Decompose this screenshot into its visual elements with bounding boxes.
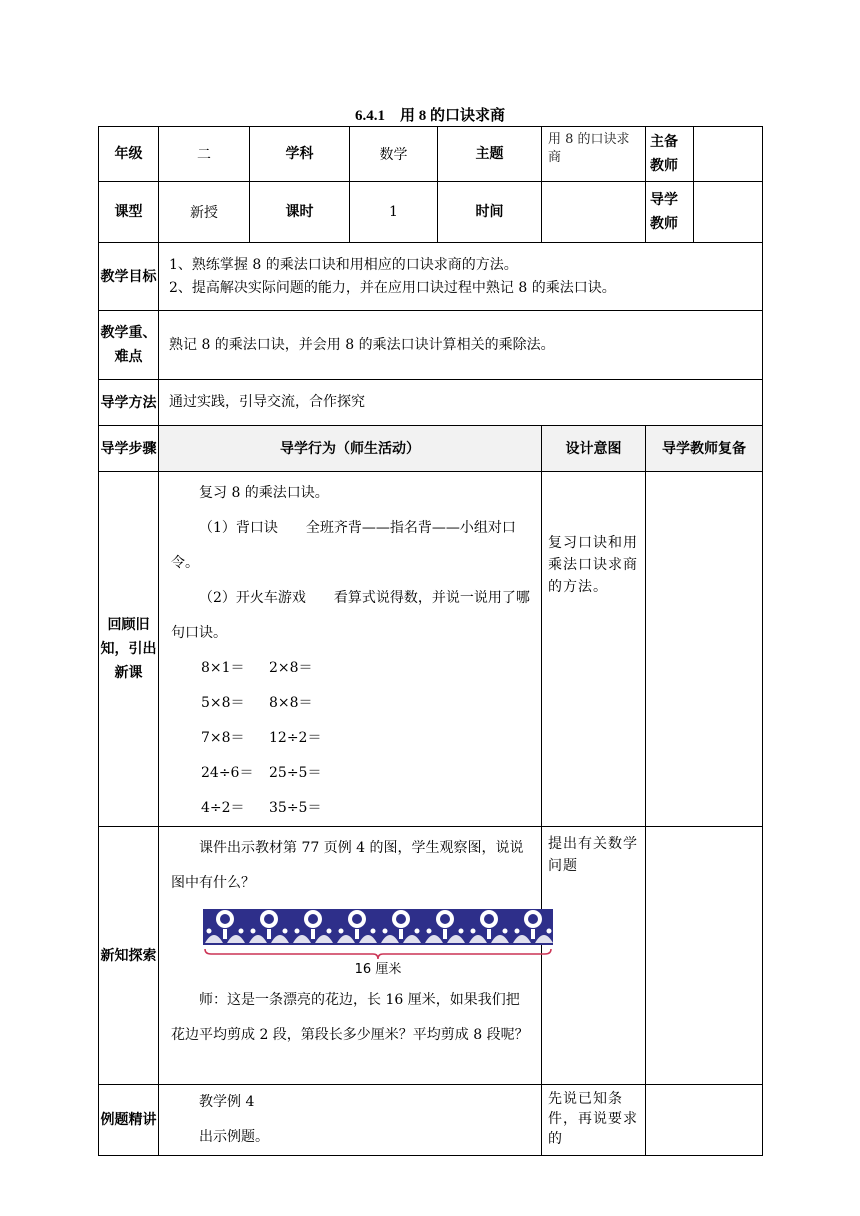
- equation: 35÷5＝: [269, 800, 322, 816]
- equation-row: [171, 756, 533, 791]
- equation: 8×8＝: [269, 695, 313, 711]
- equation-row: [171, 721, 533, 756]
- explore-intent: 提出有关数学问题: [542, 827, 646, 1085]
- review-intent: 复习口诀和用乘法口诀求商的方法。: [542, 472, 646, 827]
- period-label: 课时: [250, 182, 350, 243]
- example-line: 出示例题。: [199, 1129, 269, 1145]
- equation-row: [171, 791, 533, 826]
- review-line: （2）开火车游戏 看算式说得数，并说一说用了哪句口诀。: [171, 590, 530, 641]
- lead-teacher-value: [694, 127, 763, 182]
- goals-content: [159, 243, 763, 311]
- equation-row: [171, 686, 533, 721]
- ribbon-length-label: 16 厘米: [354, 962, 402, 977]
- example-notes: [646, 1085, 763, 1156]
- review-line: （1）背口诀 全班齐背——指名背——小组对口令。: [171, 520, 516, 571]
- example-section-label: 例题精讲: [99, 1085, 159, 1156]
- equation: 7×8＝: [201, 730, 245, 746]
- method-text: 通过实践，引导交流，合作探究: [159, 380, 763, 426]
- guide-teacher-label: 导学教师: [646, 182, 694, 243]
- equation: 4÷2＝: [201, 800, 245, 816]
- example-line: 教学例 4: [199, 1094, 255, 1110]
- goals-label: 教学目标: [99, 243, 159, 311]
- explore-content: [159, 827, 542, 1085]
- explore-notes: [646, 827, 763, 1085]
- subject-value: 数学: [350, 127, 438, 182]
- review-section-label: 回顾旧知，引出新课: [99, 472, 159, 827]
- goal-item: 1、熟练掌握 8 的乘法口诀和用相应的口诀求商的方法。: [169, 256, 518, 273]
- review-line: 复习 8 的乘法口诀。: [199, 485, 329, 501]
- equation: 8×1＝: [201, 660, 245, 676]
- steps-label: 导学步骤: [99, 426, 159, 472]
- time-label: 时间: [438, 182, 542, 243]
- lesson-plan-table: [98, 126, 763, 1156]
- example-content: [159, 1085, 542, 1156]
- keypoints-label: 教学重、难点: [99, 311, 159, 380]
- equation: 12÷2＝: [269, 730, 322, 746]
- equation-list: [171, 651, 533, 826]
- equation: 25÷5＝: [269, 765, 322, 781]
- equation: 5×8＝: [201, 695, 245, 711]
- review-notes: [646, 472, 763, 827]
- type-value: 新授: [159, 182, 250, 243]
- grade-value: 二: [159, 127, 250, 182]
- example-intent: 先说已知条件，再说要求的: [542, 1085, 646, 1156]
- explore-section-label: 新知探索: [99, 827, 159, 1085]
- page-title: 6.4.1 用 8 的口诀求商: [354, 108, 505, 124]
- subject-label: 学科: [250, 127, 350, 182]
- lace-ribbon-image: [203, 909, 555, 979]
- period-value: 1: [350, 182, 438, 243]
- equation-row: [171, 651, 533, 686]
- type-label: 课型: [99, 182, 159, 243]
- review-content: [159, 472, 542, 827]
- equation: 2×8＝: [269, 660, 313, 676]
- topic-label: 主题: [438, 127, 542, 182]
- goal-item: 2、提高解决实际问题的能力，并在应用口诀过程中熟记 8 的乘法口诀。: [169, 279, 616, 296]
- explore-line: 课件出示教材第 77 页例 4 的图，学生观察图，说说图中有什么？: [171, 840, 524, 891]
- explore-line: 师：这是一条漂亮的花边，长 16 厘米，如果我们把花边平均剪成 2 段，第段长多少厘米？平均剪成 8 段呢？: [171, 992, 529, 1043]
- method-label: 导学方法: [99, 380, 159, 426]
- equation: 24÷6＝: [201, 765, 254, 781]
- intent-header: 设计意图: [542, 426, 646, 472]
- topic-value: 用 8 的口诀求商: [542, 127, 646, 182]
- time-value: [542, 182, 646, 243]
- grade-label: 年级: [99, 127, 159, 182]
- activity-header: 导学行为（师生活动）: [159, 426, 542, 472]
- lace-ribbon-figure: [203, 909, 533, 983]
- review-header: 导学教师复备: [646, 426, 763, 472]
- guide-teacher-value: [694, 182, 763, 243]
- lead-teacher-label: 主备教师: [646, 127, 694, 182]
- keypoints-text: 熟记 8 的乘法口诀，并会用 8 的乘法口诀计算相关的乘除法。: [159, 311, 763, 380]
